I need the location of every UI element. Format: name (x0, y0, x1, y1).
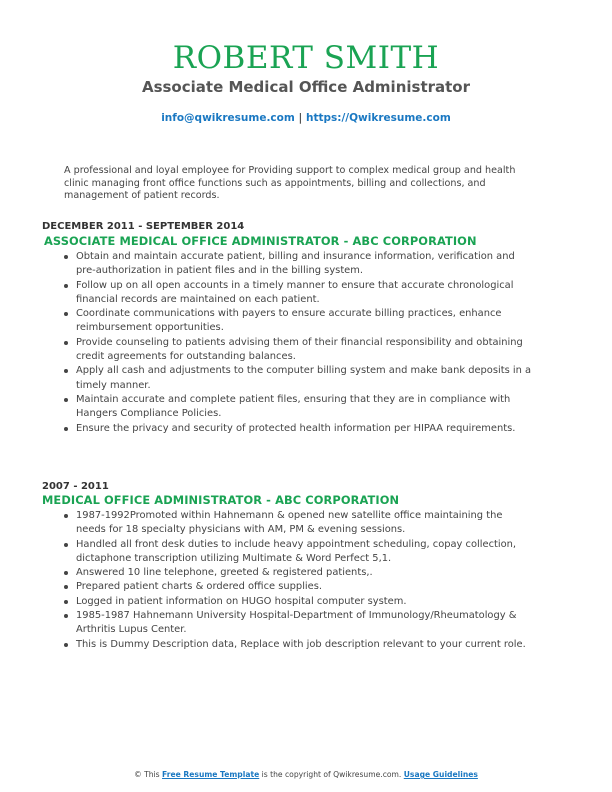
list-item: Answered 10 line telephone, greeted & registered patients,. (62, 566, 532, 580)
job-2-duties (62, 509, 532, 652)
candidate-name: ROBERT SMITH (172, 40, 440, 76)
job-1-role: ASSOCIATE MEDICAL OFFICE ADMINISTRATOR - ABC CORPORATION (44, 234, 477, 248)
usage-guidelines-link[interactable]: Usage Guidelines (403, 770, 478, 779)
list-item: Maintain accurate and complete patient files, ensuring that they are in compliance with Hangers Compliance Policies. (62, 393, 532, 422)
list-item: Provide counseling to patients advising them of their financial responsibility and obtaining credit agreements for outstanding balances. (62, 336, 532, 365)
website-link[interactable]: https://Qwikresume.com (305, 112, 451, 124)
list-item: This is Dummy Description data, Replace with job description relevant to your current role. (62, 638, 532, 652)
contact-separator: | (298, 112, 303, 124)
job-1-dates: DECEMBER 2011 - SEPTEMBER 2014 (42, 221, 245, 232)
list-item: 1985-1987 Hahnemann University Hospital-Department of Immunology/Rheumatology & Arthritis Lupus Center. (62, 609, 532, 638)
job-2-dates: 2007 - 2011 (42, 481, 109, 492)
list-item: Prepared patient charts & ordered office supplies. (62, 580, 532, 594)
summary-paragraph: A professional and loyal employee for Providing support to complex medical group and health clinic managing front office functions such as appointments, billing and collections, and management of patient records. (64, 165, 516, 201)
footer-copyright-text: is the copyright of Qwikresume.com. (261, 770, 402, 779)
job-2-role: MEDICAL OFFICE ADMINISTRATOR - ABC CORPORATION (42, 493, 400, 507)
list-item: Follow up on all open accounts in a timely manner to ensure that accurate chronological financial records are maintained on each patient. (62, 279, 532, 308)
list-item: Handled all front desk duties to include heavy appointment scheduling, copay collection, dictaphone transcription utilizing Multimate & Word Perfect 5,1. (62, 538, 532, 567)
copyright-footer (0, 770, 612, 780)
list-item: Coordinate communications with payers to ensure accurate billing practices, enhance reimbursement opportunities. (62, 307, 532, 336)
list-item: Apply all cash and adjustments to the computer billing system and make bank deposits in a timely manner. (62, 364, 532, 393)
contact-line (0, 112, 612, 125)
free-resume-template-link[interactable]: Free Resume Template (162, 770, 260, 779)
footer-prefix: © This (134, 770, 160, 779)
list-item: Ensure the privacy and security of protected health information per HIPAA requirements. (62, 422, 532, 436)
list-item: Logged in patient information on HUGO hospital computer system. (62, 595, 532, 609)
list-item: Obtain and maintain accurate patient, billing and insurance information, verification and pre-authorization in patient files and in the billing system. (62, 250, 532, 279)
job-1-duties (62, 250, 532, 436)
email-link[interactable]: info@qwikresume.com (161, 112, 295, 124)
job-title: Associate Medical Office Administrator (141, 78, 471, 96)
list-item: 1987-1992Promoted within Hahnemann & opened new satellite office maintaining the needs for 18 specialty physicians with AM, PM & evening sessions. (62, 509, 532, 538)
